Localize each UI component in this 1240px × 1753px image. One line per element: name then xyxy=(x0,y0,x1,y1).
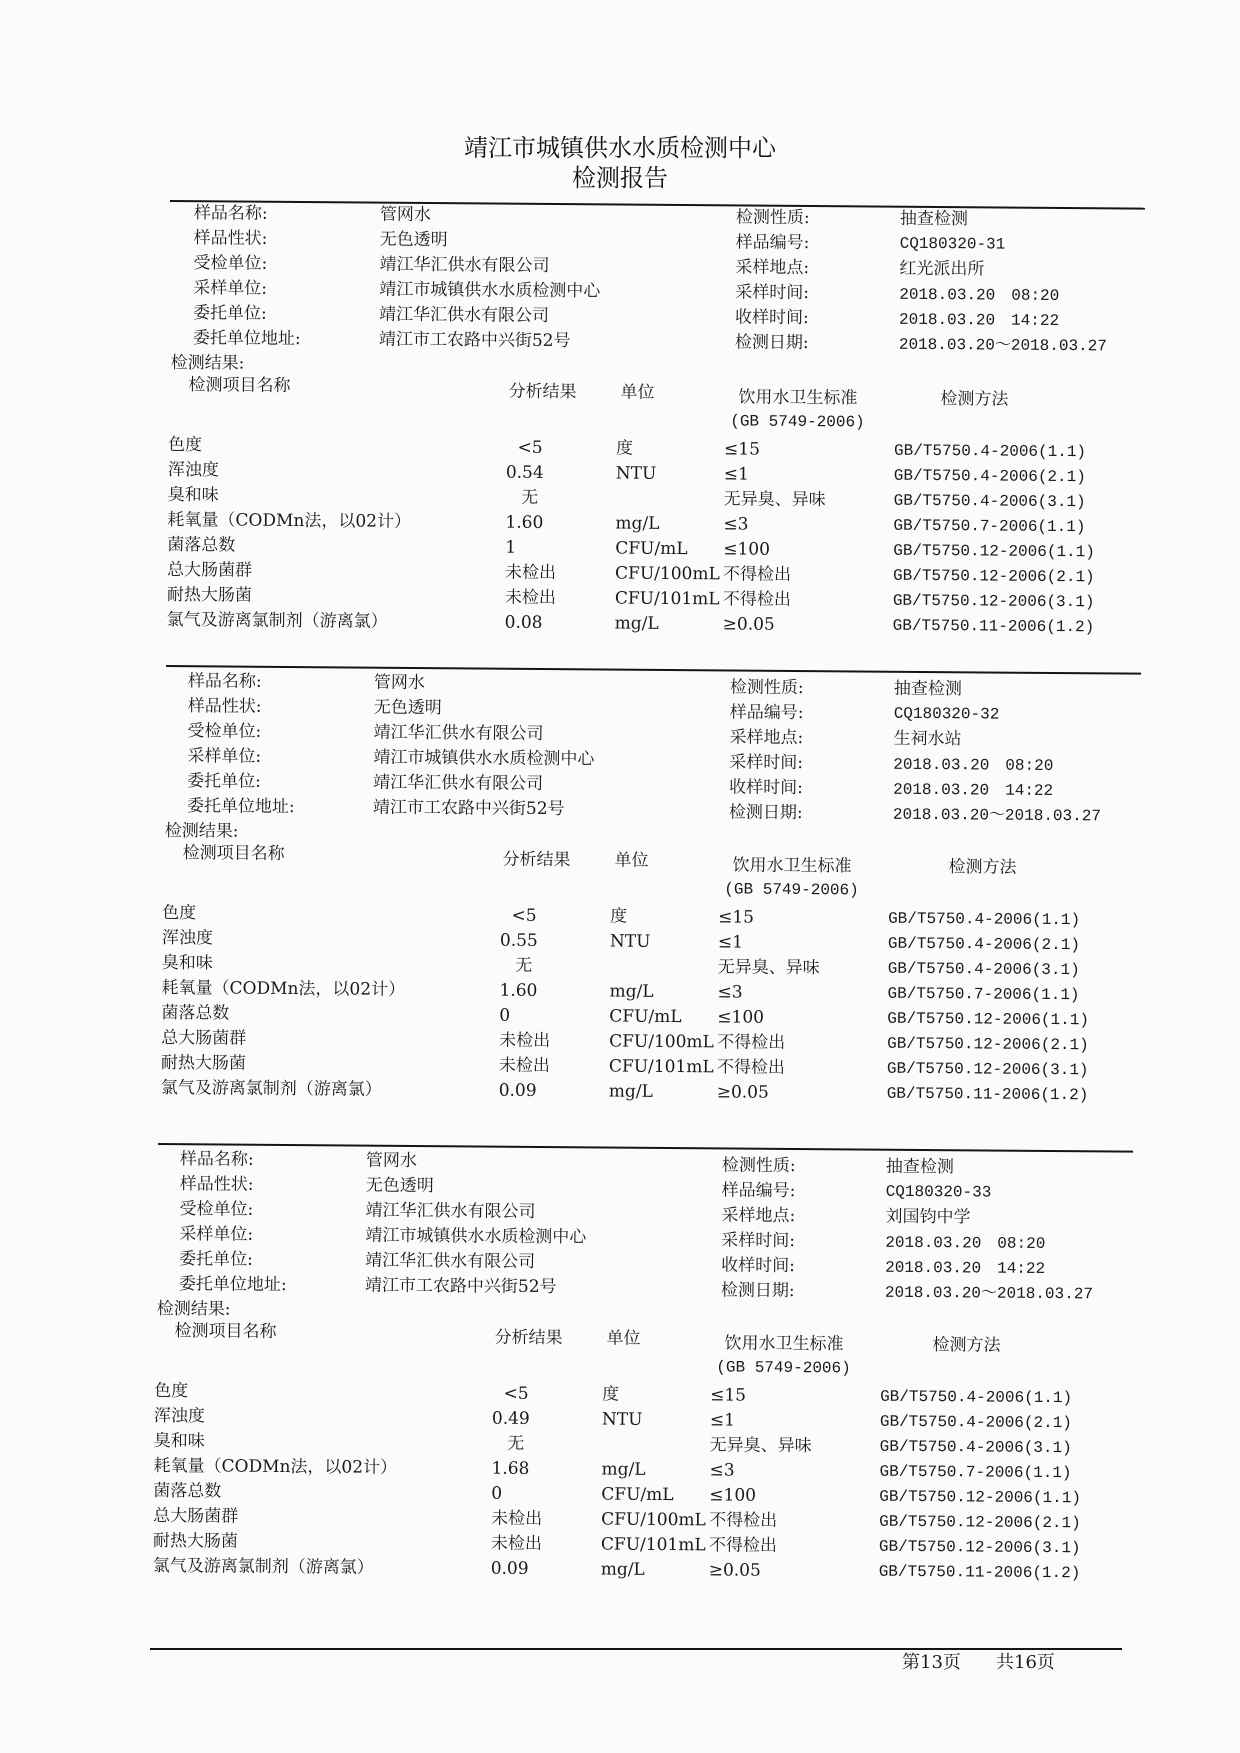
value-client-unit: 靖江华汇供水有限公司 xyxy=(379,304,550,326)
item-name: 耗氧量（CODMn法，以02计） xyxy=(161,977,406,1000)
value-inspected-unit: 靖江华汇供水有限公司 xyxy=(373,722,544,744)
section-divider xyxy=(166,665,1141,675)
header-item: 检测项目名称 xyxy=(188,375,291,396)
item-name: 浑浊度 xyxy=(153,1405,206,1427)
value-test-date: 2018.03.20～2018.03.27 xyxy=(884,1283,1094,1304)
value-test-nature: 抽查检测 xyxy=(899,208,968,230)
sample-block-3 xyxy=(152,1149,1156,1601)
value-client-unit: 靖江华汇供水有限公司 xyxy=(373,772,544,794)
header-unit: 单位 xyxy=(614,850,649,871)
value-test-date: 2018.03.20～2018.03.27 xyxy=(892,805,1102,826)
item-unit: CFU/mL xyxy=(601,1484,674,1506)
item-unit: mg/L xyxy=(608,1081,653,1102)
item-result: 0 xyxy=(491,1483,503,1504)
item-result: 未检出 xyxy=(490,1533,543,1555)
item-result: <5 xyxy=(503,1383,529,1404)
header-standard: 饮用水卫生标准 xyxy=(738,387,858,409)
item-name: 色度 xyxy=(154,1380,189,1402)
item-standard: ≤3 xyxy=(709,1460,735,1481)
item-name: 臭和味 xyxy=(167,484,219,506)
label-test-date: 检测日期: xyxy=(728,802,803,824)
value-sampling-unit: 靖江市城镇供水水质检测中心 xyxy=(373,747,595,770)
label-client-address: 委托单位地址: xyxy=(192,328,301,350)
header-item: 检测项目名称 xyxy=(174,1321,277,1342)
value-sampling-site: 生祠水站 xyxy=(893,728,962,750)
value-client-address: 靖江市工农路中兴街52号 xyxy=(372,797,565,820)
item-standard: ≤1 xyxy=(717,932,744,953)
item-name: 浑浊度 xyxy=(167,459,219,481)
value-inspected-unit: 靖江华汇供水有限公司 xyxy=(365,1200,536,1222)
item-result: 未检出 xyxy=(498,1055,551,1077)
item-unit: mg/L xyxy=(601,1459,646,1480)
item-method: GB/T5750.11-2006(1.2) xyxy=(886,1084,1089,1105)
sample-block-2 xyxy=(160,671,1164,1124)
value-test-nature: 抽查检测 xyxy=(893,678,962,700)
header-method: 检测方法 xyxy=(948,857,1017,878)
item-name: 耐热大肠菌 xyxy=(160,1052,247,1074)
item-method: GB/T5750.12-2006(3.1) xyxy=(878,1537,1081,1558)
value-sampling-time: 2018.03.20 08:20 xyxy=(893,755,1054,775)
item-result: 1 xyxy=(505,537,517,558)
header-result: 分析结果 xyxy=(502,849,571,871)
results-label: 检测结果: xyxy=(156,1299,231,1320)
item-method: GB/T5750.7-2006(1.1) xyxy=(887,984,1080,1005)
label-receive-time: 收样时间: xyxy=(735,307,809,329)
item-method: GB/T5750.7-2006(1.1) xyxy=(893,516,1086,537)
item-unit: NTU xyxy=(609,931,651,952)
header-standard: 饮用水卫生标准 xyxy=(732,855,852,877)
item-unit: mg/L xyxy=(614,613,659,634)
item-unit: CFU/101mL xyxy=(608,1056,714,1078)
item-name: 浑浊度 xyxy=(161,927,214,949)
item-unit: CFU/100mL xyxy=(609,1031,714,1053)
item-method: GB/T5750.12-2006(2.1) xyxy=(887,1034,1089,1055)
value-sample-name: 管网水 xyxy=(365,1150,418,1172)
label-sampling-unit: 采样单位: xyxy=(179,1224,254,1245)
item-method: GB/T5750.4-2006(3.1) xyxy=(879,1437,1072,1458)
item-name: 色度 xyxy=(162,902,197,924)
value-sample-name: 管网水 xyxy=(379,204,431,226)
item-method: GB/T5750.12-2006(1.1) xyxy=(879,1487,1082,1508)
item-result: 未检出 xyxy=(504,587,556,609)
item-method: GB/T5750.12-2006(2.1) xyxy=(892,566,1095,587)
item-standard: 不得检出 xyxy=(708,1535,778,1556)
item-name: 总大肠菌群 xyxy=(166,559,253,581)
item-method: GB/T5750.4-2006(1.1) xyxy=(888,909,1081,930)
page-number: 第13页 xyxy=(902,1652,961,1673)
item-method: GB/T5750.4-2006(2.1) xyxy=(879,1412,1073,1433)
item-result: 未检出 xyxy=(499,1030,551,1052)
item-name: 菌落总数 xyxy=(167,534,236,556)
value-sampling-site: 红光派出所 xyxy=(899,258,985,280)
value-sample-state: 无色透明 xyxy=(365,1175,434,1197)
item-unit: 度 xyxy=(610,906,628,927)
value-receive-time: 2018.03.20 14:22 xyxy=(893,780,1054,800)
item-method: GB/T5750.12-2006(1.1) xyxy=(887,1009,1090,1030)
item-unit: CFU/mL xyxy=(615,538,688,560)
item-standard: 不得检出 xyxy=(709,1510,778,1531)
item-name: 总大肠菌群 xyxy=(161,1027,247,1049)
item-standard: 不得检出 xyxy=(722,589,791,610)
item-unit: mg/L xyxy=(615,513,660,534)
label-sampling-time: 采样时间: xyxy=(729,752,804,774)
item-name: 菌落总数 xyxy=(161,1002,230,1024)
header-method: 检测方法 xyxy=(940,389,1009,410)
item-name: 氯气及游离氯制剂（游离氯） xyxy=(160,1077,382,1100)
item-unit: CFU/100mL xyxy=(614,563,720,585)
label-client-address: 委托单位地址: xyxy=(178,1274,287,1296)
item-result: 0.09 xyxy=(498,1080,537,1101)
value-sampling-site: 刘国钧中学 xyxy=(885,1206,971,1228)
value-client-unit: 靖江华汇供水有限公司 xyxy=(365,1250,536,1272)
label-sample-state: 样品性状: xyxy=(193,228,268,249)
item-standard: 不得检出 xyxy=(716,1057,786,1078)
item-unit: NTU xyxy=(615,463,657,484)
item-standard: ≤3 xyxy=(717,982,743,1003)
item-unit: NTU xyxy=(601,1409,643,1430)
value-sampling-unit: 靖江市城镇供水水质检测中心 xyxy=(365,1225,587,1248)
label-sampling-unit: 采样单位: xyxy=(187,746,262,767)
item-standard: ≤3 xyxy=(723,514,749,535)
item-method: GB/T5750.4-2006(3.1) xyxy=(887,959,1080,980)
item-result: 0.09 xyxy=(490,1558,529,1579)
item-method: GB/T5750.12-2006(2.1) xyxy=(879,1512,1081,1533)
item-standard: 无异臭、异味 xyxy=(717,957,820,979)
header-result: 分析结果 xyxy=(494,1327,563,1349)
label-client-unit: 委托单位: xyxy=(179,1249,253,1270)
label-inspected-unit: 受检单位: xyxy=(193,253,268,274)
label-sample-state: 样品性状: xyxy=(179,1174,254,1195)
item-method: GB/T5750.4-2006(1.1) xyxy=(893,441,1087,462)
label-test-date: 检测日期: xyxy=(720,1280,795,1302)
value-sample-state: 无色透明 xyxy=(379,229,448,251)
item-name: 耐热大肠菌 xyxy=(152,1530,239,1552)
item-name: 氯气及游离氯制剂（游离氯） xyxy=(166,609,388,632)
results-label: 检测结果: xyxy=(164,821,239,842)
label-sampling-time: 采样时间: xyxy=(721,1230,796,1252)
header-standard-ref: (GB 5749-2006) xyxy=(730,412,865,432)
item-result: 未检出 xyxy=(491,1508,543,1530)
label-sample-name: 样品名称: xyxy=(179,1149,254,1170)
value-sampling-time: 2018.03.20 08:20 xyxy=(899,285,1060,305)
item-unit: CFU/101mL xyxy=(614,588,720,610)
item-standard: ≤15 xyxy=(718,907,755,928)
section-divider xyxy=(158,1143,1133,1153)
item-result: 0.54 xyxy=(505,462,544,483)
item-method: GB/T5750.4-2006(1.1) xyxy=(880,1387,1073,1408)
report-org-title: 靖江市城镇供水水质检测中心 xyxy=(464,134,776,162)
item-result: 0.49 xyxy=(491,1408,530,1429)
item-result: 1.68 xyxy=(491,1458,530,1479)
item-standard: ≤15 xyxy=(723,439,761,460)
value-receive-time: 2018.03.20 14:22 xyxy=(885,1258,1046,1278)
item-standard: ≤15 xyxy=(710,1385,747,1406)
item-result: 1.60 xyxy=(505,512,544,533)
label-inspected-unit: 受检单位: xyxy=(187,721,262,742)
item-method: GB/T5750.4-2006(3.1) xyxy=(893,491,1086,512)
label-sampling-site: 采样地点: xyxy=(721,1205,796,1227)
item-name: 臭和味 xyxy=(161,952,213,974)
item-method: GB/T5750.12-2006(3.1) xyxy=(892,591,1095,612)
header-standard-ref: (GB 5749-2006) xyxy=(724,880,859,900)
value-sample-name: 管网水 xyxy=(373,672,426,694)
value-receive-time: 2018.03.20 14:22 xyxy=(898,310,1060,330)
value-test-nature: 抽查检测 xyxy=(885,1156,954,1178)
item-name: 臭和味 xyxy=(153,1430,205,1452)
label-sample-name: 样品名称: xyxy=(193,203,268,224)
item-unit: 度 xyxy=(615,438,634,459)
value-inspected-unit: 靖江华汇供水有限公司 xyxy=(379,254,550,276)
header-unit: 单位 xyxy=(620,382,655,403)
label-sampling-site: 采样地点: xyxy=(735,257,810,279)
value-sample-no: CQ180320-31 xyxy=(899,234,1006,254)
label-sampling-unit: 采样单位: xyxy=(193,278,268,299)
item-method: GB/T5750.7-2006(1.1) xyxy=(879,1462,1072,1483)
value-sampling-time: 2018.03.20 08:20 xyxy=(885,1233,1046,1253)
label-sample-no: 样品编号: xyxy=(735,232,810,254)
item-standard: ≤1 xyxy=(723,464,749,485)
label-client-unit: 委托单位: xyxy=(187,771,261,792)
item-method: GB/T5750.4-2006(2.1) xyxy=(893,466,1086,487)
label-sampling-site: 采样地点: xyxy=(729,727,804,749)
item-result: 0 xyxy=(499,1005,511,1026)
item-standard: ≤1 xyxy=(709,1410,736,1431)
item-unit: CFU/100mL xyxy=(601,1509,706,1531)
item-standard: 不得检出 xyxy=(717,1032,786,1053)
page-total: 共16页 xyxy=(996,1652,1055,1673)
item-result: 0.55 xyxy=(499,930,538,951)
item-result: 1.60 xyxy=(499,980,538,1001)
label-test-nature: 检测性质: xyxy=(721,1155,796,1177)
item-method: GB/T5750.12-2006(1.1) xyxy=(893,541,1095,562)
item-method: GB/T5750.11-2006(1.2) xyxy=(878,1562,1081,1583)
item-name: 总大肠菌群 xyxy=(153,1505,239,1527)
header-standard: 饮用水卫生标准 xyxy=(724,1333,844,1355)
item-unit: CFU/mL xyxy=(609,1006,682,1028)
label-test-nature: 检测性质: xyxy=(729,677,804,699)
item-standard: 无异臭、异味 xyxy=(709,1435,812,1457)
item-result: <5 xyxy=(517,437,543,458)
item-standard: ≤100 xyxy=(723,539,771,560)
label-test-nature: 检测性质: xyxy=(735,207,810,229)
label-sampling-time: 采样时间: xyxy=(735,282,810,304)
item-standard: ≥0.05 xyxy=(708,1560,761,1581)
header-item: 检测项目名称 xyxy=(182,843,285,864)
label-sample-name: 样品名称: xyxy=(187,671,262,692)
item-standard: 不得检出 xyxy=(722,564,792,585)
item-result: <5 xyxy=(511,905,537,926)
item-result: 无 xyxy=(521,487,539,508)
value-client-address: 靖江市工农路中兴街52号 xyxy=(378,329,571,352)
item-method: GB/T5750.11-2006(1.2) xyxy=(892,616,1095,637)
footer-divider xyxy=(150,1648,1122,1650)
label-receive-time: 收样时间: xyxy=(729,777,803,799)
label-sample-no: 样品编号: xyxy=(729,702,804,724)
item-name: 耗氧量（CODMn法，以02计） xyxy=(167,509,412,532)
label-client-unit: 委托单位: xyxy=(193,303,267,324)
item-standard: ≤100 xyxy=(709,1485,757,1506)
header-method: 检测方法 xyxy=(932,1335,1001,1356)
item-standard: ≤100 xyxy=(717,1007,765,1028)
item-result: 未检出 xyxy=(504,562,557,584)
value-sample-state: 无色透明 xyxy=(373,697,442,719)
item-standard: ≥0.05 xyxy=(722,614,775,635)
header-result: 分析结果 xyxy=(508,381,577,403)
label-inspected-unit: 受检单位: xyxy=(179,1199,254,1220)
item-name: 耗氧量（CODMn法，以02计） xyxy=(153,1455,398,1478)
value-client-address: 靖江市工农路中兴街52号 xyxy=(364,1275,557,1298)
item-standard: ≥0.05 xyxy=(716,1082,769,1103)
label-client-address: 委托单位地址: xyxy=(186,796,295,818)
item-method: GB/T5750.4-2006(2.1) xyxy=(887,934,1081,955)
results-label: 检测结果: xyxy=(170,353,245,374)
value-sample-no: CQ180320-33 xyxy=(885,1182,992,1202)
section-divider xyxy=(170,200,1145,210)
label-sample-state: 样品性状: xyxy=(187,696,262,717)
item-name: 色度 xyxy=(167,434,203,456)
item-unit: CFU/101mL xyxy=(600,1534,706,1556)
item-result: 无 xyxy=(507,1433,525,1454)
label-receive-time: 收样时间: xyxy=(721,1255,795,1277)
label-test-date: 检测日期: xyxy=(734,332,809,354)
item-name: 耐热大肠菌 xyxy=(166,584,252,606)
item-unit: mg/L xyxy=(609,981,654,1002)
item-standard: 无异臭、异味 xyxy=(723,489,826,511)
sample-block-1 xyxy=(167,198,1170,646)
item-method: GB/T5750.12-2006(3.1) xyxy=(886,1059,1089,1080)
item-name: 菌落总数 xyxy=(153,1480,222,1502)
report-title: 检测报告 xyxy=(572,164,668,192)
item-result: 0.08 xyxy=(504,612,543,633)
item-result: 无 xyxy=(515,955,533,976)
value-sample-no: CQ180320-32 xyxy=(893,704,1000,724)
label-sample-no: 样品编号: xyxy=(721,1180,796,1202)
item-unit: mg/L xyxy=(600,1559,645,1580)
header-standard-ref: (GB 5749-2006) xyxy=(716,1358,851,1378)
header-unit: 单位 xyxy=(606,1328,641,1349)
value-test-date: 2018.03.20～2018.03.27 xyxy=(898,335,1107,356)
value-sampling-unit: 靖江市城镇供水水质检测中心 xyxy=(379,279,601,302)
item-name: 氯气及游离氯制剂（游离氯） xyxy=(152,1555,374,1578)
item-unit: 度 xyxy=(602,1384,620,1405)
